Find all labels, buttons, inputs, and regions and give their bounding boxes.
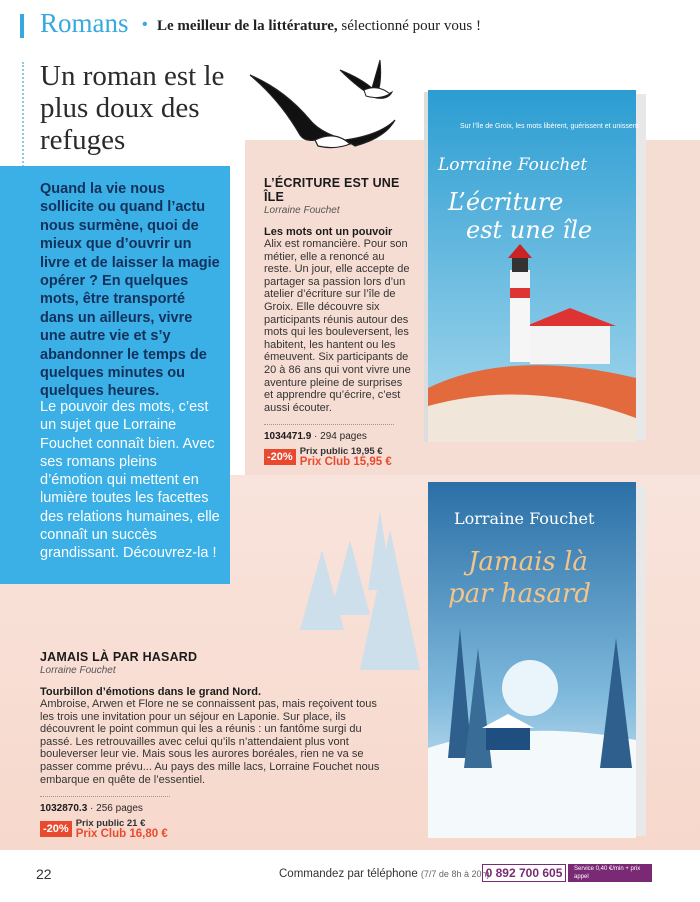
intro-lead: Quand la vie nous sollicite ou quand l’actu nous surmène, quoi de mieux que d’ouvrir un livre et de laisser la magie opérer ? En quelques mots, être transporté dans un ailleurs, vivre une autre vie et s’y abandonner le temps de quelques minutes ou quelques heures. xyxy=(40,181,220,400)
cover-title-2: par hasard xyxy=(448,579,591,609)
book2-price xyxy=(40,818,380,840)
book1-article xyxy=(264,176,414,468)
phone-number[interactable]: 0 892 700 605 xyxy=(482,864,566,882)
service-cost: Service 0,40 €/min + prix appel xyxy=(568,864,652,882)
book1-reference: 1034471.9 · 294 pages xyxy=(264,424,394,442)
book1-author: Lorraine Fouchet xyxy=(264,205,340,216)
book2-title: JAMAIS LÀ PAR HASARD xyxy=(40,650,198,664)
cover-author: Lorraine Fouchet xyxy=(438,155,588,175)
book-cover-jamais xyxy=(420,478,664,842)
book2-author: Lorraine Fouchet xyxy=(40,665,116,676)
seagull-icon xyxy=(340,60,392,98)
club-price: Prix Club 15,95 € xyxy=(299,456,392,469)
club-price: Prix Club 16,80 € xyxy=(75,828,168,841)
intro-body: Le pouvoir des mots, c’est un sujet que Lorraine Fouchet connaît bien. Avec ses romans pleins d’émotion qui mettent en lumière toutes les facettes des relations humaines, elle connaît un succès grandissant. Découvrez-la ! xyxy=(40,399,220,562)
cover-title-1: L’écriture xyxy=(448,188,564,216)
book2-article xyxy=(40,650,380,840)
page-number: 22 xyxy=(36,866,52,882)
book2-description: Ambroise, Arwen et Flore ne se connaissent pas, mais reçoivent tous les trois une invitation pour un séjour en Laponie. Sur place, ils découvrent le point commun qui les a réunis : un fantôme surgi du passé. Les retrouvailles avec celui qu’ils n’attendaient plus vont bouleverser leur vie. Mais sous les aurores boréales, rien ne va se passer comme prévu... Au pays des mille lacs, Lorraine Fouchet nous embarque en quête de l’essentiel. xyxy=(40,698,380,786)
cover-author: Lorraine Fouchet xyxy=(454,509,595,528)
public-price: Prix public 21 € xyxy=(75,818,146,830)
cover-title-2: est une île xyxy=(466,216,593,244)
bullet-icon: • xyxy=(142,16,148,33)
book1-description: Alix est romancière. Pour son métier, elle a renoncé au reste. Un jour, elle accepte de partager sa passion lors d’un atelier d’écriture sur l’île de Groix. Elle découvre six participants réunis autour des mots qui les bouleversent, les habitent, les hantent ou les émeuvent. Six participants de 20 à 86 ans qui vont vivre une aventure pleine de surprises et apprendre qu’écrire, c’est aussi écouter. xyxy=(264,238,411,414)
book-cover-ecriture xyxy=(420,88,664,448)
section-marker xyxy=(20,14,24,38)
order-label: Commandez par téléphone (7/7 de 8h à 20h) xyxy=(279,868,490,880)
book1-price xyxy=(264,446,414,468)
page-title: Un roman est le plus doux des refuges xyxy=(40,60,225,156)
header-tagline: Le meilleur de la littérature, sélectionné pour vous ! xyxy=(157,18,481,34)
book1-title: L’ÉCRITURE EST UNE ÎLE xyxy=(264,176,400,204)
cover-tagline: Sur l’île de Groix, les mots libèrent, guérissent et unissent xyxy=(460,123,639,130)
discount-badge: -20% xyxy=(264,449,296,465)
book2-headline: Tourbillon d’émotions dans le grand Nord. xyxy=(40,686,262,698)
section-title: Romans xyxy=(40,8,129,38)
public-price: Prix public 19,95 € xyxy=(299,446,383,458)
cover-title-1: Jamais là xyxy=(468,547,588,577)
book1-headline: Les mots ont un pouvoir xyxy=(264,226,393,238)
discount-badge: -20% xyxy=(40,821,72,837)
seagulls-illustration xyxy=(240,40,420,180)
book2-reference: 1032870.3 · 256 pages xyxy=(40,796,170,814)
